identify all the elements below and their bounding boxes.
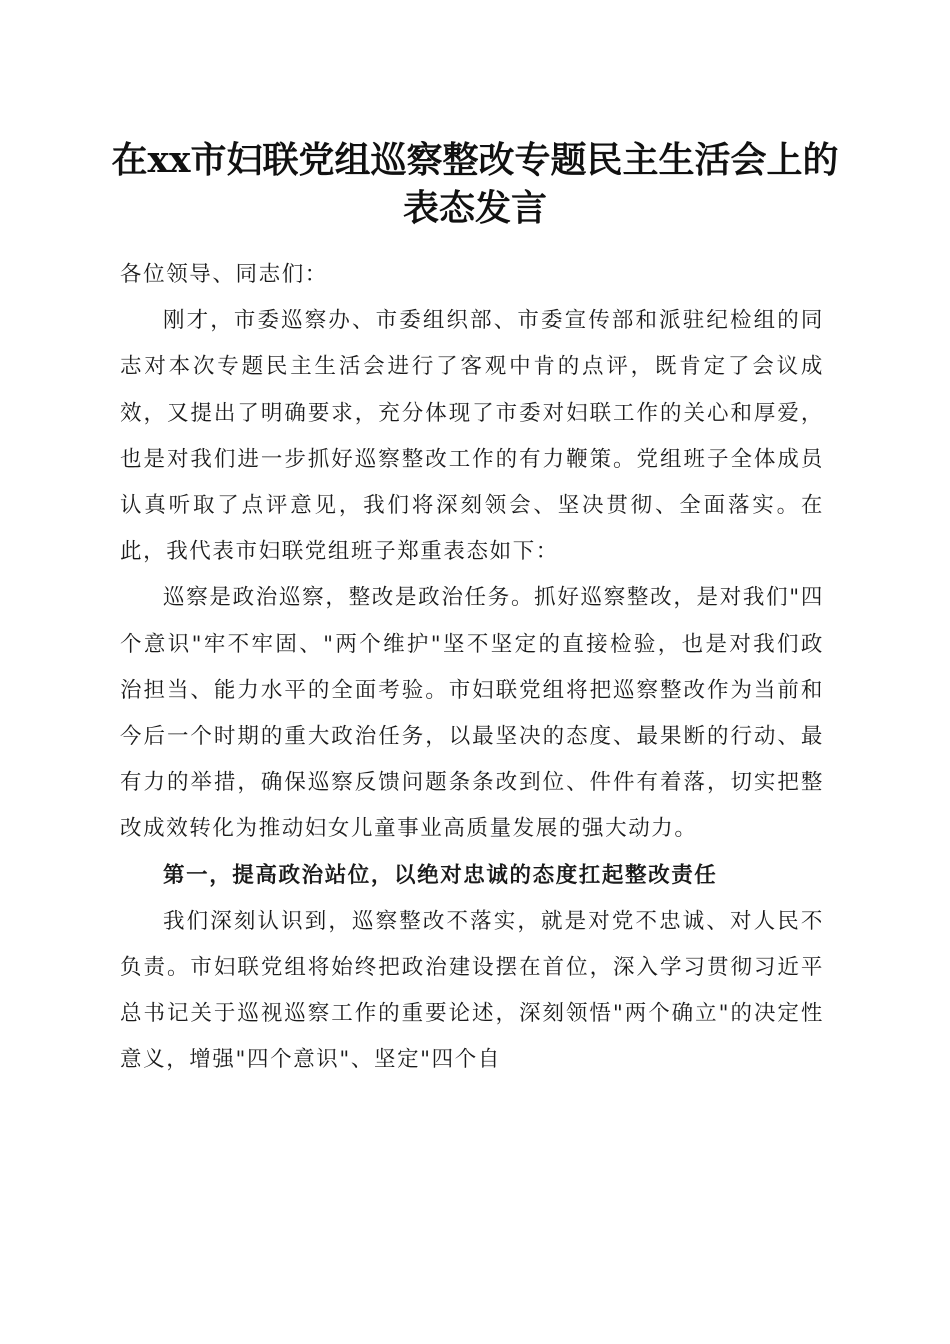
section-paragraph: 我们深刻认识到，巡察整改不落实，就是对党不忠诚、对人民不负责。市妇联党组将始终把政治建设摆在首位，深入学习贯彻习近平总书记关于巡视巡察工作的重要论述，深刻领悟"两个确立"的决定性意义，增强"四个意识"、坚定"四个自 <box>120 908 824 1073</box>
document-body <box>120 252 824 1084</box>
paragraph-1: 刚才，市委巡察办、市委组织部、市委宣传部和派驻纪检组的同志对本次专题民主生活会进行了客观中肯的点评，既肯定了会议成效，又提出了明确要求，充分体现了市委对妇联工作的关心和厚爱，也是对我们进一步抓好巡察整改工作的有力鞭策。党组班子全体成员认真听取了点评意见，我们将深刻领会、坚决贯彻、全面落实。在此，我代表市妇联党组班子郑重表态如下： <box>120 308 824 565</box>
paragraph-2: 巡察是政治巡察，整改是政治任务。抓好巡察整改，是对我们"四个意识"牢不牢固、"两个维护"坚不坚定的直接检验，也是对我们政治担当、能力水平的全面考验。市妇联党组将把巡察整改作为当前和今后一个时期的重大政治任务，以最坚决的态度、最果断的行动、最有力的举措，确保巡察反馈问题条条改到位、件件有着落，切实把整改成效转化为推动妇女儿童事业高质量发展的强大动力。 <box>120 585 824 842</box>
section-heading: 第一，提高政治站位，以绝对忠诚的态度扛起整改责任 <box>163 862 718 888</box>
salutation: 各位领导、同志们： <box>120 262 328 287</box>
document-title: 在xx市妇联党组巡察整改专题民主生活会上的表态发言 <box>111 139 839 229</box>
